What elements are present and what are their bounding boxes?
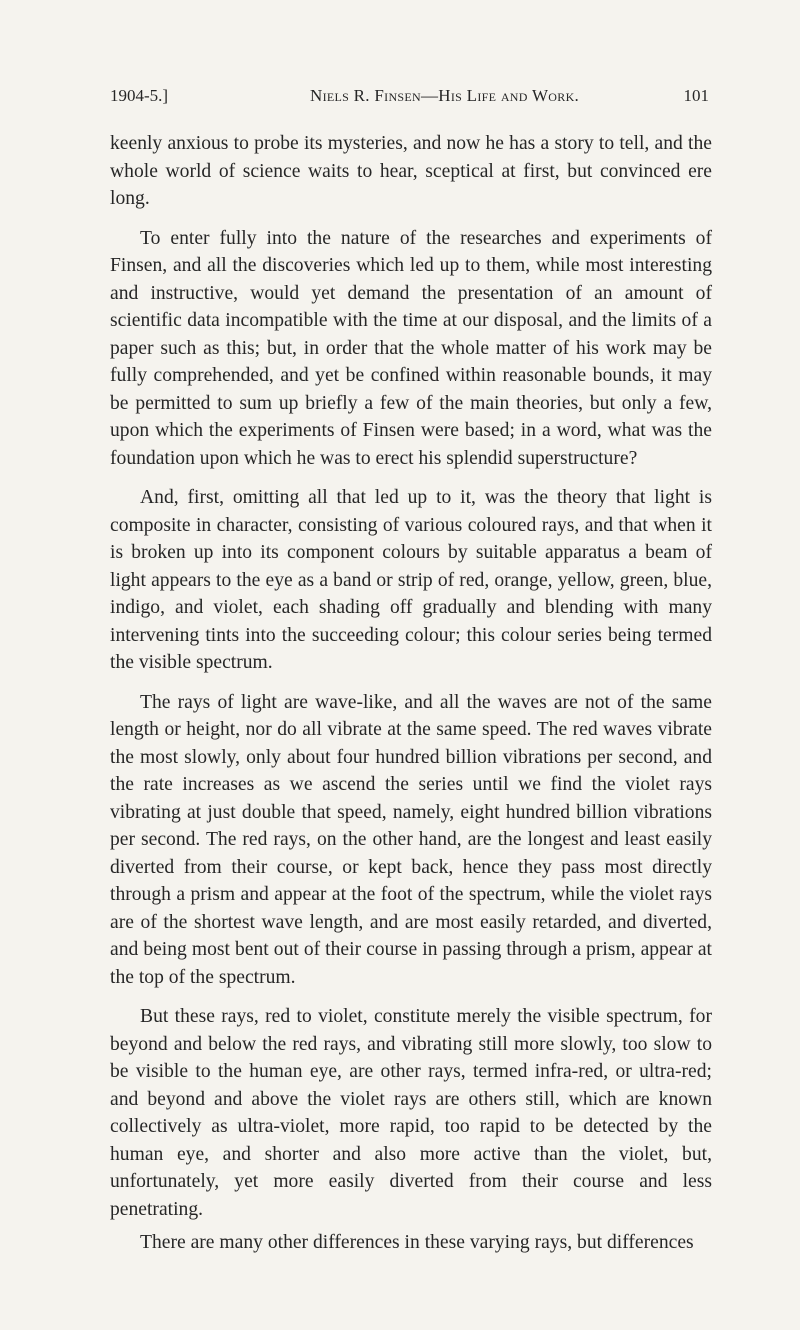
paragraph-2: To enter fully into the nature of the researches and experiments of Finsen, and all the discoveries which led up to them, while most interesting and instructive, would yet demand the presentation of an amount of scientific data incompatible with the time at our disposal, and the limits of a paper such as this; but, in order that the whole matter of his work may be fully comprehended, and yet be confined within reasonable bounds, it may be permitted to sum up briefly a few of the main theories, but only a few, upon which the experiments of Finsen were based; in a word, what was the foundation upon which he was to erect his splendid superstructure?: [110, 227, 712, 469]
paragraph-3: And, first, omitting all that led up to it, was the theory that light is composite in character, consisting of various coloured rays, and that when it is broken up into its component colours by suitable apparatus a beam of light appears to the eye as a band or strip of red, orange, yellow, green, blue, indigo, and violet, each shading off gradually and blending with many intervening tints into the succeeding colour; this colour series being termed the visible spectrum.: [110, 487, 712, 673]
paragraph-4: The rays of light are wave-like, and all the waves are not of the same length or height, nor do all vibrate at the same speed. The red waves vibrate the most slowly, only about four hundred billion vibrations per second, and the rate increases as we ascend the series until we find the violet rays vibrating at just double that speed, namely, eight hundred billion vibrations per second. The red rays, on the other hand, are the longest and least easily diverted from their course, or kept back, hence they pass most directly through a prism and appear at the foot of the spectrum, while the violet rays are of the shortest wave length, and are most easily retarded, and diverted, and being most bent out of their course in passing through a prism, appear at the top of the spectrum.: [110, 691, 712, 988]
body-text: [110, 130, 712, 1269]
running-head-year: 1904-5.]: [110, 86, 169, 105]
paragraph-6: There are many other differences in these varying rays, but differences: [140, 1232, 694, 1253]
running-head-title: Niels R. Finsen—His Life and Work.: [310, 86, 580, 105]
paragraph-5: But these rays, red to violet, constitute merely the visible spectrum, for beyond and below the red rays, and vibrating still more slowly, too slow to be visible to the human eye, are other rays, termed infra-red, or ultra-red; and beyond and above the violet rays are others still, which are known collectively as ultra-violet, more rapid, too rapid to be detected by the human eye, and shorter and also more active than the violet, but, unfortunately, yet more easily diverted from their course and less penetrating.: [110, 1006, 712, 1220]
running-head: [110, 86, 709, 110]
page-number: 101: [683, 86, 709, 105]
paragraph-1: keenly anxious to probe its mysteries, and now he has a story to tell, and the whole world of science waits to hear, sceptical at first, but convinced ere long.: [110, 133, 712, 209]
